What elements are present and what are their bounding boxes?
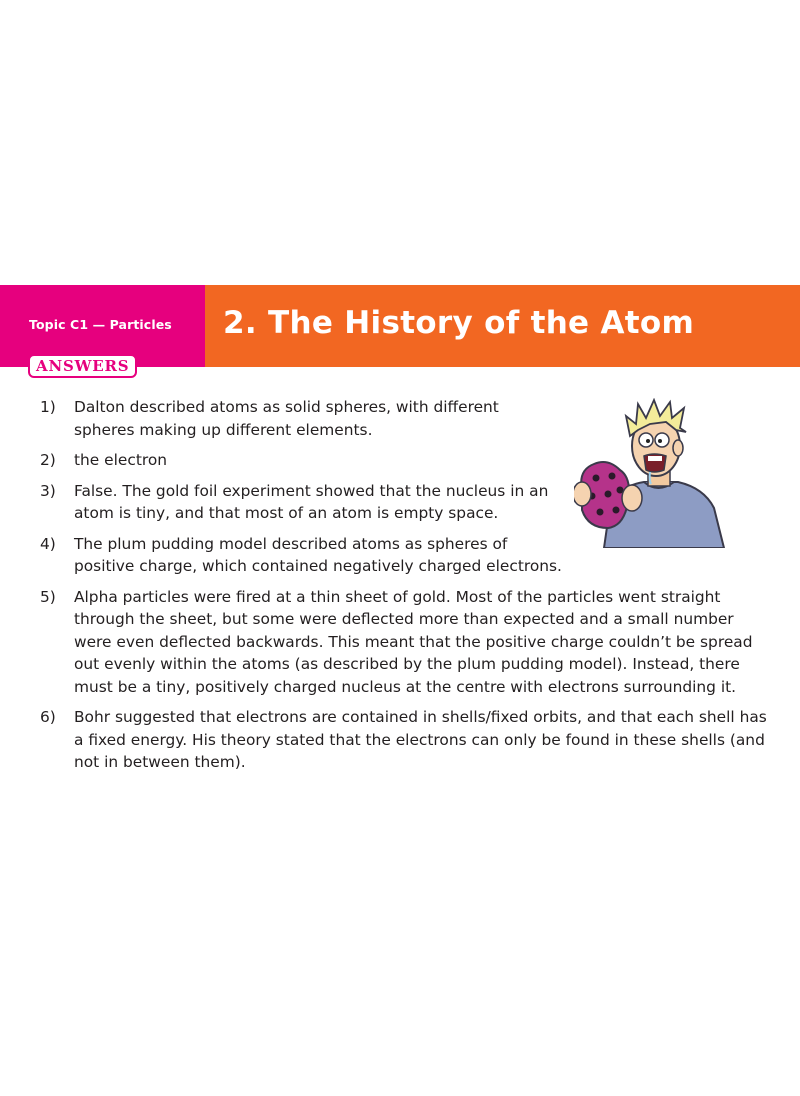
- answer-item: [40, 706, 780, 774]
- answer-item: [40, 533, 780, 578]
- answer-text: The plum pudding model described atoms as spheres of positive charge, which contained negatively charged electrons.: [74, 534, 562, 575]
- answer-text: the electron: [74, 451, 168, 469]
- topic-label: Topic C1 — Particles: [29, 317, 172, 332]
- answers-badge: ANSWERS: [28, 354, 137, 378]
- title-banner: [205, 285, 800, 367]
- answer-number: 5): [40, 587, 56, 606]
- answer-number: 6): [40, 708, 56, 726]
- answers-list: [40, 396, 780, 782]
- answer-item: [40, 586, 780, 699]
- answer-number: 1): [40, 398, 56, 416]
- answer-item: [40, 396, 780, 441]
- answer-text: Bohr suggested that electrons are contained in shells/fixed orbits, and that each shell has a fixed energy. His theory stated that the electrons can only be found in these shells (and not in between them).: [74, 708, 767, 771]
- answer-text: Alpha particles were fired at a thin sheet of gold. Most of the particles went straight through the sheet, but some were deflected more than expected and a small number were even deflected backwards. This meant that the positive charge couldn’t be spread out evenly within the atoms (as described by the plum pudding model). Instead, there must be a tiny, positively charged nucleus at the centre with electrons surrounding it.: [74, 587, 753, 696]
- answer-item: [40, 480, 780, 525]
- page-title: 2. The History of the Atom: [223, 305, 695, 341]
- answer-number: 4): [40, 534, 56, 553]
- answer-item: [40, 449, 780, 472]
- answer-number: 2): [40, 451, 56, 469]
- answer-text: Dalton described atoms as solid spheres, with different spheres making up different elements.: [74, 398, 499, 439]
- answer-text: False. The gold foil experiment showed that the nucleus in an atom is tiny, and that most of an atom is empty space.: [74, 481, 549, 522]
- answer-number: 3): [40, 481, 56, 500]
